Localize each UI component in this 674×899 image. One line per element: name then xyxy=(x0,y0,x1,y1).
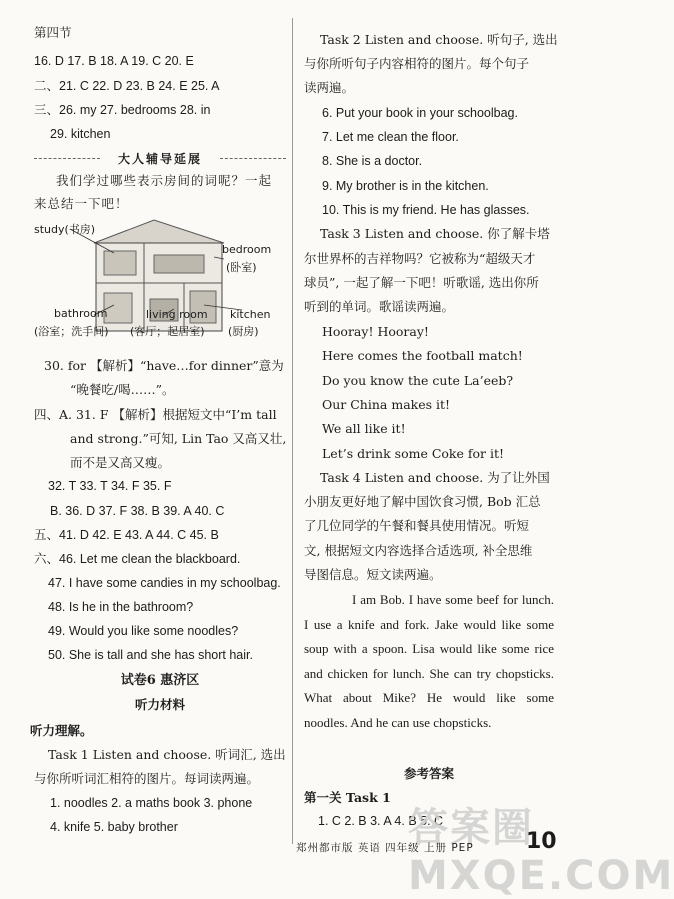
answer-explanation: “晚餐吃/喝……”。 xyxy=(70,382,175,397)
task-instruction: Task 1 Listen and choose. 听词汇, 选出 xyxy=(48,747,286,762)
answer-row: 二、21. C 22. D 23. B 24. E 25. A xyxy=(34,79,220,93)
listening-title: 听力材料 xyxy=(134,697,185,712)
intro-text: 我们学过哪些表示房间的词呢？一起 xyxy=(56,173,273,188)
page-number: 10 xyxy=(526,829,557,854)
task-instruction: 球员”, 一起了解一下吧！听歌谣, 选出你所 xyxy=(304,275,539,290)
label-bathroom-cn: (浴室；洗手间) xyxy=(34,325,109,338)
label-living-room-cn: (客厅；起居室) xyxy=(130,325,205,338)
answer-row: 49. Would you like some noodles? xyxy=(48,624,239,638)
sentence: 9. My brother is in the kitchen. xyxy=(322,179,489,193)
song-line: Let’s drink some Coke for it! xyxy=(322,446,505,461)
first-level-heading: 第一关 Task 1 xyxy=(304,790,391,805)
sentence: 6. Put your book in your schoolbag. xyxy=(322,106,518,120)
task-instruction: 文, 根据短文内容选择合适选项, 补全思维 xyxy=(304,543,533,558)
task-instruction: 了几位同学的午餐和餐具使用情况。听短 xyxy=(304,518,530,533)
answer-explanation: 而不是又高又瘦。 xyxy=(70,455,171,470)
label-living-room: living room xyxy=(146,308,208,321)
answer-row: 47. I have some candies in my schoolbag. xyxy=(48,576,281,590)
test-title: 试卷6 惠济区 xyxy=(120,673,200,688)
first-level-answers: 1. C 2. B 3. A 4. B 5. C xyxy=(318,814,444,828)
song-line: Here comes the football match! xyxy=(322,348,523,363)
intro-text: 来总结一下吧！ xyxy=(34,196,129,211)
answer-explanation: 四、A. 31. F 【解析】根据短文中“I’m tall xyxy=(34,407,277,422)
section-heading: 第四节 xyxy=(34,26,72,40)
task-instruction: Task 4 Listen and choose. 为了让外国 xyxy=(320,470,550,485)
label-study: study(书房) xyxy=(34,223,96,236)
answers-title: 参考答案 xyxy=(403,766,454,781)
passage: I am Bob. I have some beef for lunch. I use a knife and fork. Jake would like some soup with a spoon. Lisa would like some rice and chicken for lunch. She can try chopsticks. What about Mike? He would like some noodles. And he can use chopsticks. xyxy=(304,592,554,730)
house-illustration xyxy=(34,215,286,345)
answer-row: 三、26. my 27. bedrooms 28. in xyxy=(34,103,211,117)
label-bedroom-cn: (卧室) xyxy=(226,261,257,274)
task-instruction: Task 2 Listen and choose. 听句子, 选出 xyxy=(320,32,558,47)
answer-explanation: 30. for 【解析】“have…for dinner”意为 xyxy=(44,358,284,373)
column-divider xyxy=(292,18,293,844)
answer-row: 29. kitchen xyxy=(50,127,111,141)
sentence: 8. She is a doctor. xyxy=(322,154,423,168)
task-instruction: 听到的单词。歌谣读两遍。 xyxy=(304,299,455,314)
answer-row: B. 36. D 37. F 38. B 39. A 40. C xyxy=(50,504,225,518)
page-footer: 郑州都市版 英语 四年级 上册 PEP xyxy=(296,842,474,854)
task-instruction: 小朋友更好地了解中国饮食习惯, Bob 汇总 xyxy=(304,494,541,509)
song-line: Do you know the cute La’eeb? xyxy=(322,373,514,388)
watermark-logo: 答案圈 MXQE.COM xyxy=(408,805,674,899)
answer-row: 32. T 33. T 34. F 35. F xyxy=(48,479,172,493)
task-instruction: 与你所听句子内容相符的图片。每个句子 xyxy=(304,56,530,71)
listening-subtitle: 听力理解。 xyxy=(30,723,93,738)
answer-row: 六、46. Let me clean the blackboard. xyxy=(34,552,241,566)
task-instruction: 读两遍。 xyxy=(304,80,355,95)
song-line: Hooray! Hooray! xyxy=(322,324,429,339)
answer-explanation: and strong.”可知, Lin Tao 又高又壮, xyxy=(70,431,287,446)
answer-row: 五、41. D 42. E 43. A 44. C 45. B xyxy=(34,528,219,542)
sentence: 7. Let me clean the floor. xyxy=(322,130,459,144)
task-items: 4. knife 5. baby brother xyxy=(50,820,178,834)
sentence: 10. This is my friend. He has glasses. xyxy=(322,203,530,217)
task-instruction: 与你所听词汇相符的图片。每词读两遍。 xyxy=(34,771,260,786)
label-kitchen-cn: (厨房) xyxy=(228,325,259,338)
label-bathroom: bathroom xyxy=(54,307,108,320)
task-instruction: 尔世界杯的吉祥物吗？它被称为“超级天才 xyxy=(304,251,536,266)
answer-row: 50. She is tall and she has short hair. xyxy=(48,648,253,662)
label-bedroom: bedroom xyxy=(222,243,272,256)
task-items: 1. noodles 2. a maths book 3. phone xyxy=(50,796,253,810)
answer-row: 16. D 17. B 18. A 19. C 20. E xyxy=(34,54,194,68)
task-instruction: 导图信息。短文读两遍。 xyxy=(304,567,442,582)
song-line: Our China makes it! xyxy=(322,397,451,412)
answer-row: 48. Is he in the bathroom? xyxy=(48,600,194,614)
parent-guidance-banner: 大人辅导延展 xyxy=(34,152,286,164)
task-instruction: Task 3 Listen and choose. 你了解卡塔 xyxy=(320,226,550,241)
label-kitchen: kitchen xyxy=(230,308,271,321)
song-line: We all like it! xyxy=(322,421,406,436)
